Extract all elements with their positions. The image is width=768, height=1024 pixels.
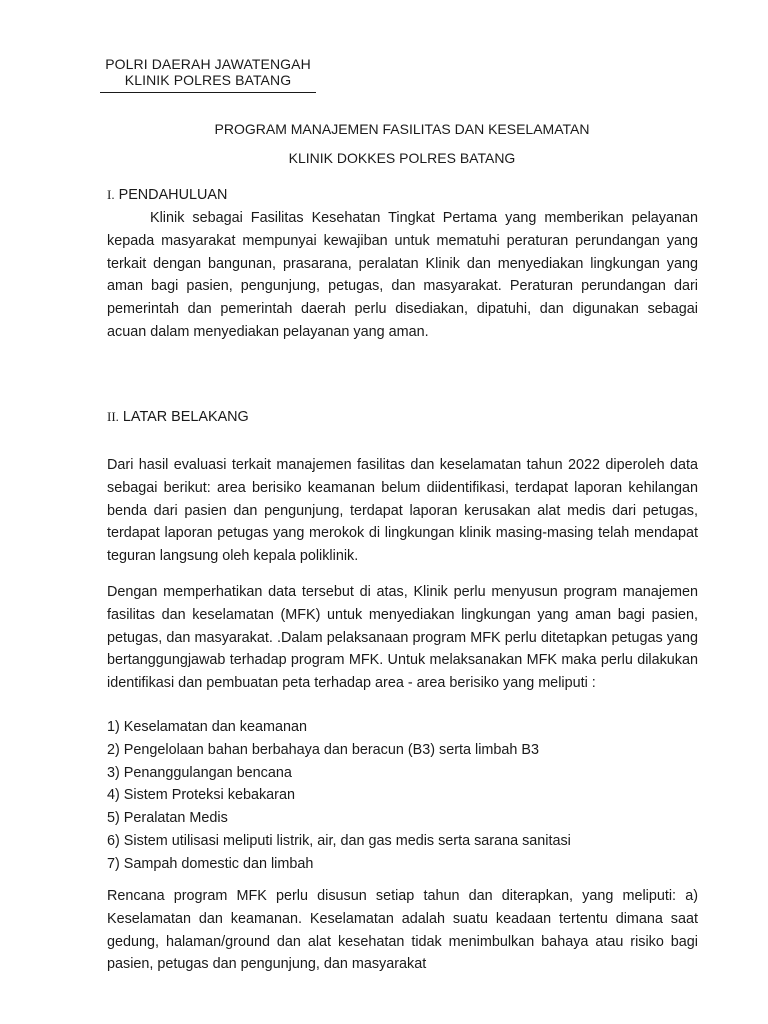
paragraph-pendahuluan: Klinik sebagai Fasilitas Kesehatan Tingkat Pertama yang memberikan pelayanan kepada masyarakat mempunyai kewajiban untuk mematuhi peraturan perundangan yang terkait dengan bangunan, prasarana, peralatan Klinik dan menyediakan lingkungan yang aman bagi pasien, pengunjung, petugas, dan masyarakat. Peraturan perundangan dari pemerintah dan pemerintah daerah perlu disediakan, dipatuhi, dan digunakan sebagai acuan dalam menyediakan pelayanan yang aman. <box>107 210 698 340</box>
risk-area-list <box>107 716 571 876</box>
paragraph-evaluasi: Dari hasil evaluasi terkait manajemen fasilitas dan keselamatan tahun 2022 diperoleh data sebagai berikut: area berisiko keamanan belum diidentifikasi, terdapat laporan kehilangan benda dari pasien dan pengunjung, terdapat laporan kerusakan alat medis dari petugas, terdapat laporan petugas yang merokok di lingkungan klinik masing-masing telah mendapat teguran langsung oleh kepala poliklinik. <box>107 457 698 565</box>
section-heading-pendahuluan <box>107 187 227 203</box>
section-number: II. <box>107 409 119 424</box>
list-item: 4) Sistem Proteksi kebakaran <box>107 787 295 804</box>
document-title: PROGRAM MANAJEMEN FASILITAS DAN KESELAMATAN <box>214 121 590 137</box>
list-item: 5) Peralatan Medis <box>107 810 228 827</box>
letterhead-underline <box>100 92 316 93</box>
letterhead-org-line: POLRI DAERAH JAWATENGAH <box>105 56 311 72</box>
list-item: 2) Pengelolaan bahan berbahaya dan beracun (B3) serta limbah B3 <box>107 741 540 758</box>
letterhead-clinic-line: KLINIK POLRES BATANG <box>124 72 292 88</box>
section-number: I. <box>107 187 115 202</box>
list-item: 7) Sampah domestic dan limbah <box>107 855 314 872</box>
section-heading-latar-belakang <box>107 409 249 425</box>
list-item: 6) Sistem utilisasi meliputi listrik, air, dan gas medis serta sarana sanitasi <box>107 832 571 849</box>
section-title: PENDAHULUAN <box>118 187 228 203</box>
section-title: LATAR BELAKANG <box>122 409 249 425</box>
letterhead <box>100 56 316 88</box>
list-item: 1) Keselamatan dan keamanan <box>107 719 308 735</box>
paragraph-mfk: Dengan memperhatikan data tersebut di atas, Klinik perlu menyusun program manajemen fasilitas dan keselamatan (MFK) untuk menyediakan lingkungan yang aman bagi pasien, petugas, dan masyarakat. .Dalam pelaksanaan program MFK perlu ditetapkan petugas yang bertanggungjawab terhadap program MFK. Untuk melaksanakan MFK maka perlu dilakukan identifikasi dan pembuatan peta terhadap area - area berisiko yang meliputi : <box>107 584 698 692</box>
document-subtitle: KLINIK DOKKES POLRES BATANG <box>288 150 516 166</box>
paragraph-rencana: Rencana program MFK perlu disusun setiap tahun dan diterapkan, yang meliputi: a) Keselamatan dan keamanan. Keselamatan adalah suatu keadaan tertentu dimana saat gedung, halaman/ground dan alat kesehatan tidak menimbulkan bahaya atau risiko bagi pasien, petugas dan pengunjung, dan masyarakat <box>107 888 698 973</box>
list-item: 3) Penanggulangan bencana <box>107 764 292 781</box>
